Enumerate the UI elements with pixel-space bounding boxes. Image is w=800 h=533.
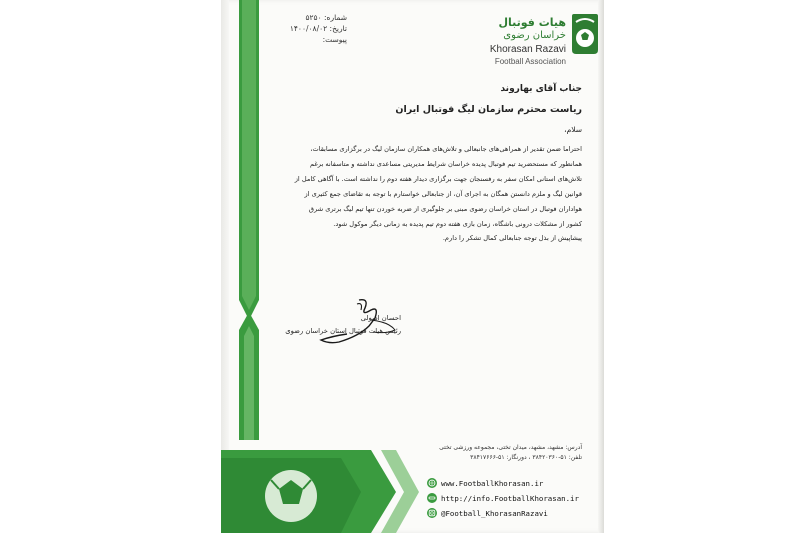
footer-address (382, 443, 582, 463)
org-subtitle-en: Football Association (494, 57, 566, 66)
info-link[interactable]: http://info.FootballKhorasan.ir (441, 493, 579, 503)
website-link[interactable]: www.FootballKhorasan.ir (441, 478, 544, 488)
greeting: سلام، (564, 125, 582, 134)
handwritten-signature (299, 296, 419, 348)
letter-number: شماره: ۵۲۵۰ (305, 13, 347, 22)
letter-body (282, 142, 582, 246)
recipient-block (395, 84, 582, 115)
instagram-icon (427, 508, 437, 518)
body-line: قوانین لیگ و ملزم دانستن همگان به اجرای آن، از جنابعالی خواستارم با توجه به تقاضای جمع کثیری از (304, 189, 582, 198)
globe-icon (427, 478, 437, 488)
association-logo (455, 8, 600, 68)
org-name-en: Khorasan Razavi (489, 44, 566, 55)
recipient-name: جناب آقای بهاروند (500, 84, 582, 94)
body-line: همانطور که مستحضرید تیم فوتبال پدیده خراسان شرایط مدیریتی مساعدی نداشته و متاسفانه برغم (309, 159, 582, 168)
letter-page (221, 0, 604, 533)
address-line: آدرس: مشهد، مشهد، میدان تختی، مجموعه ورزشی تختی (439, 444, 582, 451)
body-line: پیشاپیش از بذل توجه جنابعالی کمال تشکر را دارم. (442, 234, 582, 243)
body-line: هواداران فوتبال در استان خراسان رضوی مبنی بر جلوگیری از ضربه خوردن تنها تیم لیگ برتری شرق (308, 204, 582, 213)
body-line: کشور از مشکلات درونی باشگاه، زمان بازی هفته دوم تیم پدیده به زمانی دیگر موکول شود. (333, 219, 582, 228)
info-contact[interactable] (427, 492, 579, 504)
body-line: احتراما ضمن تقدیر از همراهی‌های جانبعالی و تلاش‌های همکاران سازمان لیگ در برگزاری مسابقات، (310, 145, 582, 153)
website-contact[interactable] (427, 477, 543, 489)
phone-fax-line: تلفن: ۵۱-۳۸۴۲۰۳۶۰ ، دورنگار: ۵۱-۳۸۴۱۷۶۶۶ (470, 454, 582, 461)
link-icon (427, 493, 437, 503)
org-region-fa: خراسان رضوی (503, 30, 566, 41)
instagram-handle[interactable]: @Football_KhorasanRazavi (441, 508, 548, 518)
letter-meta (267, 12, 347, 45)
signer-title: رئیس هیات فوتبال استان خراسان رضوی (285, 327, 401, 335)
signer-name: احسان اصولی (360, 314, 401, 322)
letter-attachment: پیوست: (322, 35, 347, 44)
recipient-title: ریاست محترم سازمان لیگ فوتبال ایران (395, 104, 582, 115)
org-name-fa: هیات فوتبال (498, 16, 566, 29)
instagram-contact[interactable] (427, 507, 548, 519)
signature-block (285, 296, 419, 348)
letter-date: تاریخ: ۱۴۰۰/۰۸/۰۲ (289, 24, 347, 33)
body-line: تلاش‌های استانی امکان سفر به رفسنجان جهت برگزاری دیدار هفته دوم را نداشته است. با آگاهی کامل از (294, 174, 582, 183)
football-emblem-icon (570, 12, 600, 56)
